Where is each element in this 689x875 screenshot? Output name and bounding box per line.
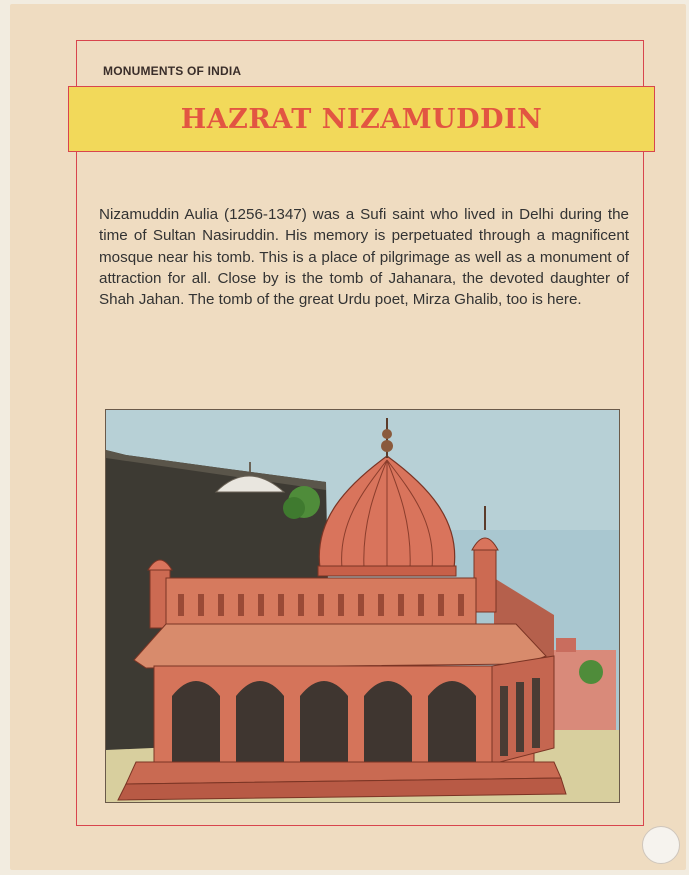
tomb-drawing [106, 410, 620, 803]
watermark-stamp [642, 826, 680, 864]
series-label: MONUMENTS OF INDIA [103, 64, 242, 78]
title-banner [68, 86, 655, 152]
monument-illustration [105, 409, 620, 803]
page-title: HAZRAT NIZAMUDDIN [180, 103, 543, 135]
article-paragraph: Nizamuddin Aulia (1256-1347) was a Sufi saint who lived in Delhi during the time of Sultan Nasiruddin. His memory is perpetuated through a magnificent mosque near his tomb. This is a place of pilgrimage as well as a monument of attraction for all. Close by is the tomb of Jahanara, the devoted daughter of Shah Jahan. The tomb of the great Urdu poet, Mirza Ghalib, too is here. [99, 206, 629, 309]
